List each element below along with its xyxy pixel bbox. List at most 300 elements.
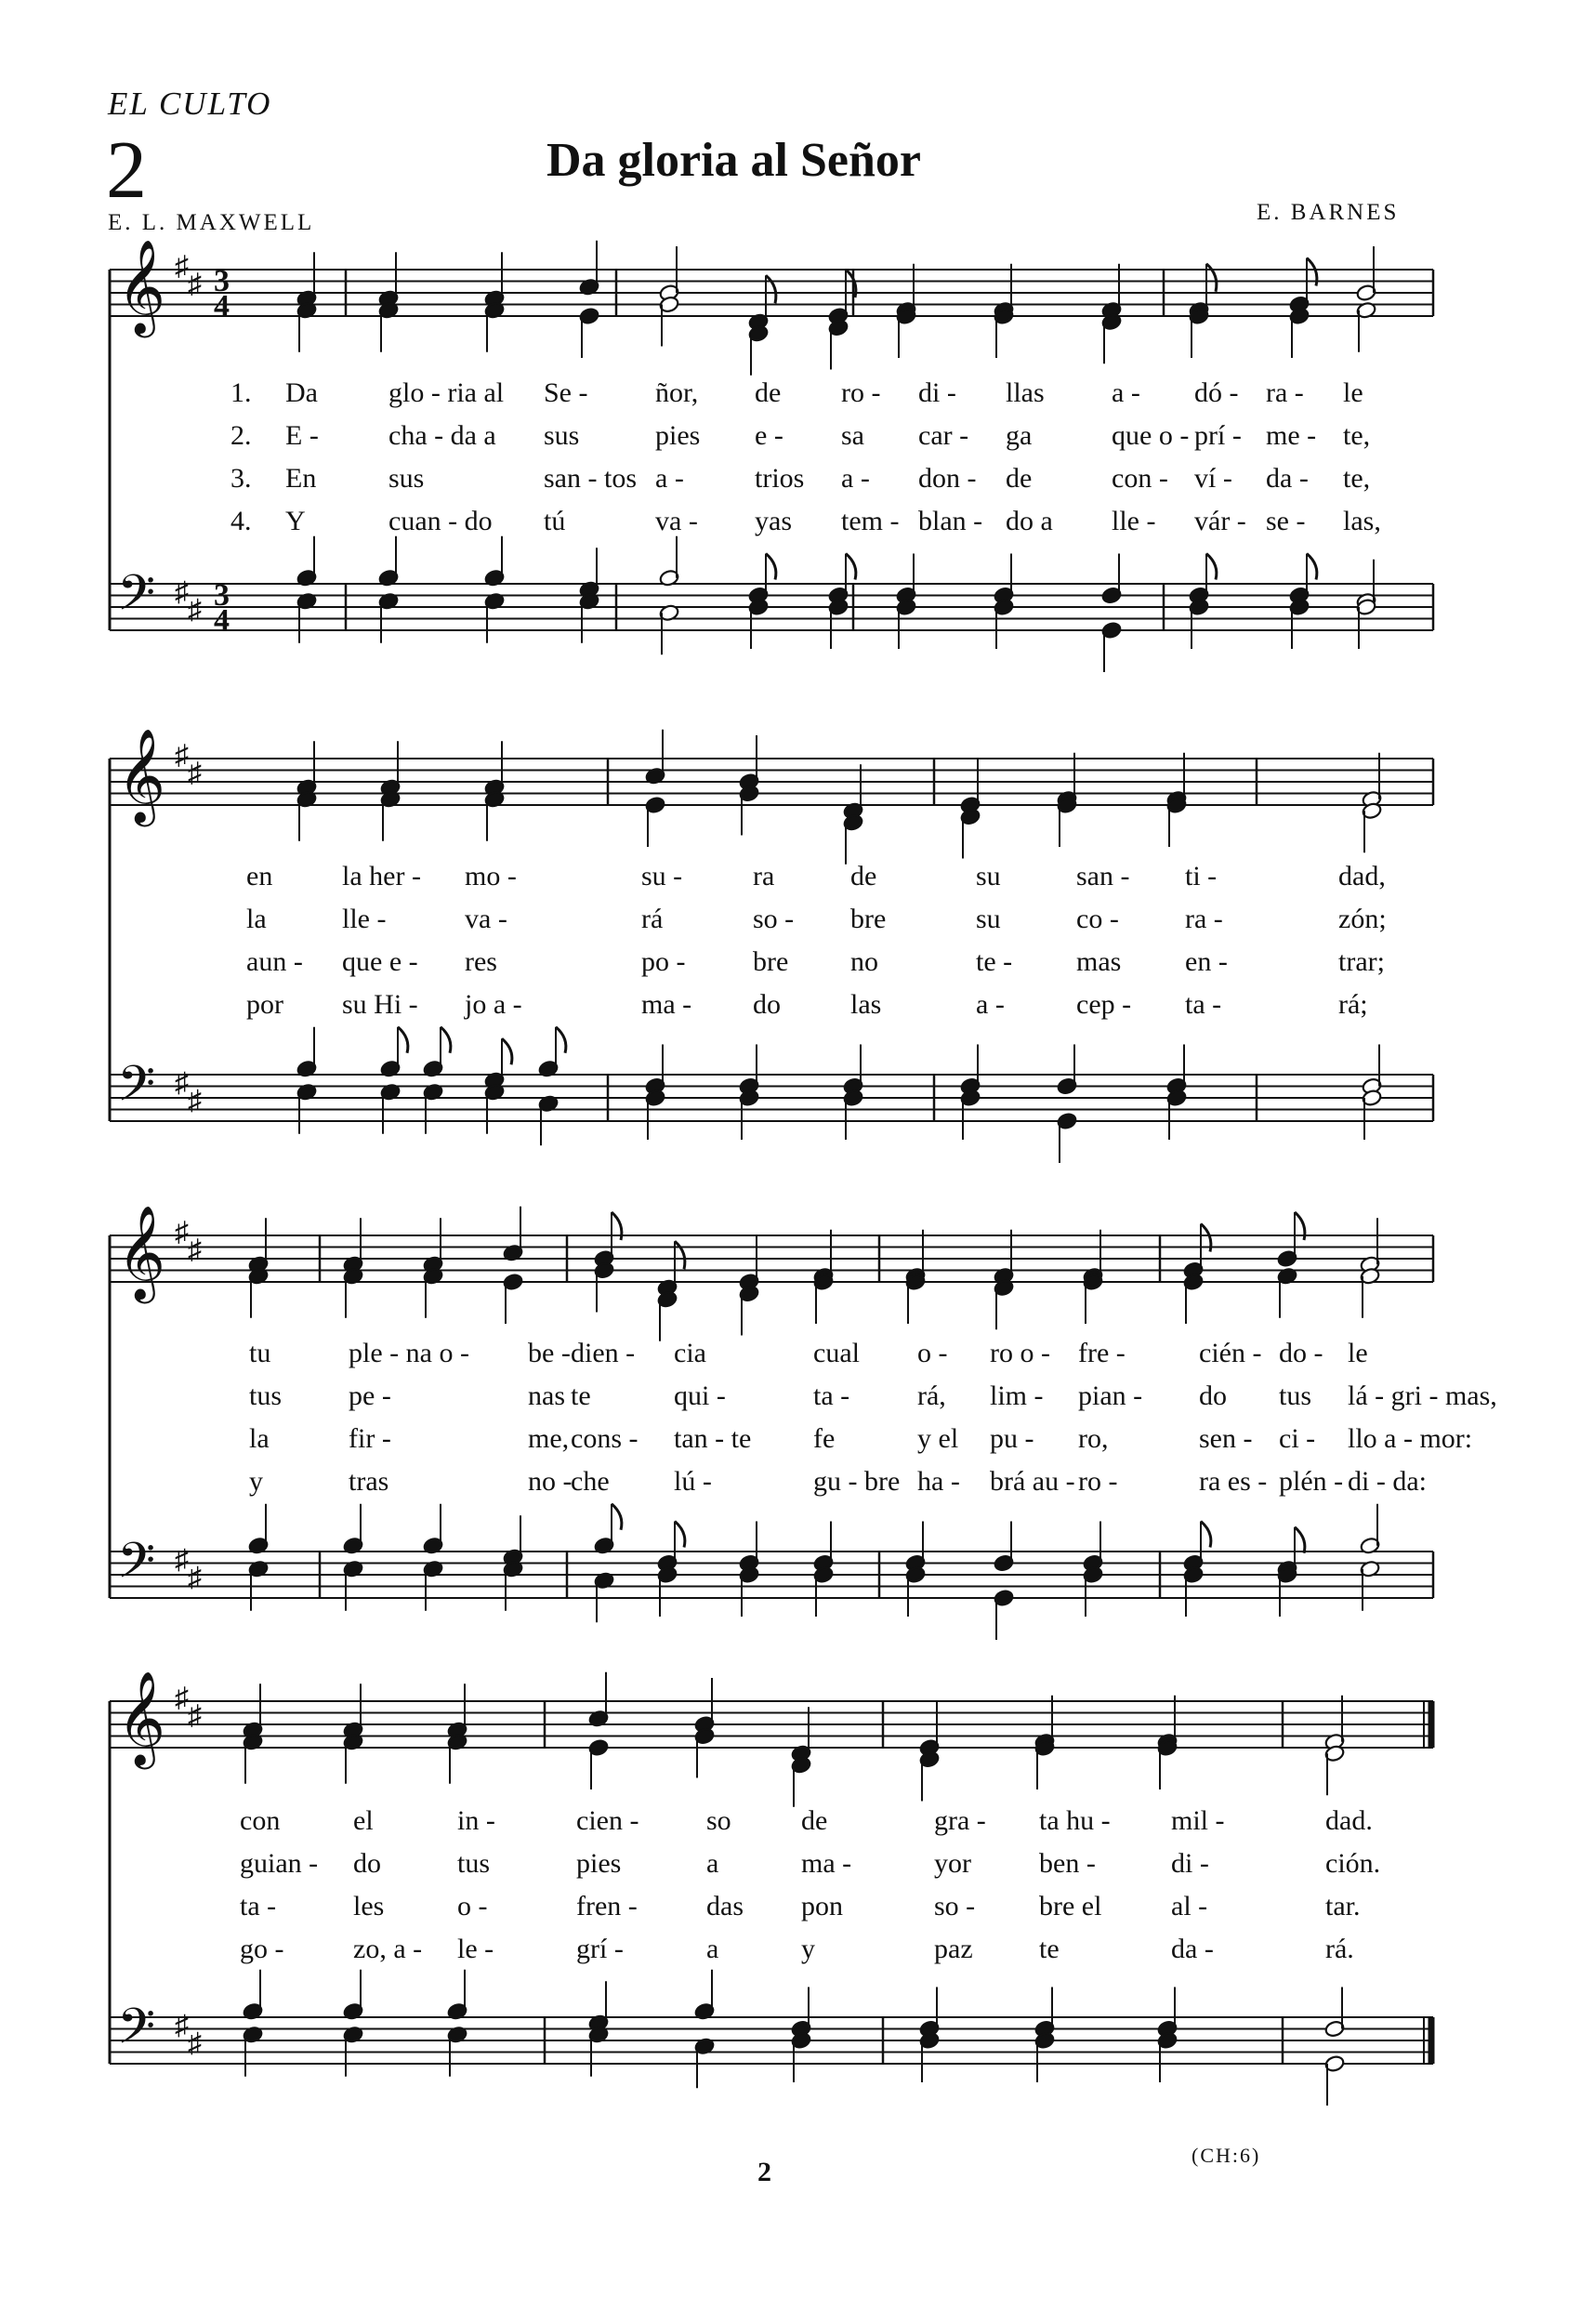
lyric-syllable: ra - [1185, 904, 1223, 934]
lyric-line-verse-2 [240, 1848, 1380, 1879]
note-flag [1307, 554, 1317, 580]
bass-chord [588, 1981, 610, 2077]
lyric-syllable: dó - [1194, 377, 1239, 408]
lyric-syllable: mo - [465, 861, 517, 891]
lyric-syllable: cons - [571, 1423, 639, 1454]
treble-chord [588, 1672, 610, 1789]
bass-chord [919, 1987, 941, 2083]
treble-chord [813, 1230, 835, 1324]
lyric-syllable: y [801, 1934, 815, 1964]
lyric-syllable: zón; [1338, 904, 1387, 934]
lyric-syllable: pon [801, 1891, 843, 1921]
bass-chord [1189, 554, 1217, 650]
treble-chord [1183, 1224, 1211, 1325]
bass-chord [791, 1987, 812, 2083]
lyric-syllable: in - [457, 1805, 495, 1836]
treble-chord [378, 252, 400, 352]
lyric-syllable: rá, [917, 1380, 946, 1411]
bass-chord [1360, 1504, 1381, 1611]
lyric-syllable: do [753, 989, 781, 1020]
sharp-icon: ♯ [175, 576, 189, 608]
lyric-syllable: Se - [544, 377, 588, 408]
bass-chord [1289, 554, 1317, 650]
lyric-syllable: san - tos [544, 463, 637, 494]
treble-staff [110, 1701, 1433, 1748]
lyric-syllable: pies [576, 1848, 622, 1879]
lyric-syllable: ha - [917, 1466, 960, 1497]
lyric-syllable: trar; [1338, 946, 1385, 977]
lyric-line-verse-4 [230, 506, 1381, 536]
lyric-syllable: ro - [841, 377, 881, 408]
lyric-syllable: po - [641, 946, 686, 977]
lyric-syllable: te [1039, 1934, 1060, 1964]
treble-chord [1289, 258, 1317, 359]
verse-number: 2. [230, 420, 252, 451]
treble-chord [1166, 753, 1188, 847]
lyric-syllable: Da [285, 377, 318, 408]
lyric-syllable: te - [976, 946, 1013, 977]
sharp-icon: ♯ [175, 1544, 189, 1576]
lyric-syllable: don - [918, 463, 977, 494]
system-2 [110, 730, 1433, 1163]
lyric-line-verse-3 [240, 1891, 1361, 1921]
treble-chord [919, 1701, 941, 1802]
lyric-syllable: guian - [240, 1848, 319, 1879]
lyric-syllable: te, [1343, 420, 1371, 451]
bass-chord [739, 1522, 760, 1618]
lyric-syllable: bre el [1039, 1891, 1102, 1921]
lyric-syllable: E - [285, 420, 319, 451]
lyric-syllable: al - [1171, 1891, 1208, 1921]
lyric-syllable: su [976, 861, 1001, 891]
treble-chord [343, 1218, 364, 1318]
treble-chord [1189, 264, 1217, 358]
lyric-syllable: cién - [1199, 1338, 1262, 1368]
bass-clef-icon: 𝄢 [117, 1057, 156, 1123]
treble-chord [657, 1241, 685, 1341]
bass-chord [1083, 1522, 1104, 1618]
lyric-syllable: ple - na o - [349, 1338, 469, 1368]
bass-chord [828, 554, 856, 650]
treble-chord [1034, 1696, 1056, 1789]
lyric-syllable: rá. [1325, 1934, 1354, 1964]
treble-chord [248, 1218, 270, 1318]
note-flag [612, 1504, 622, 1530]
lyric-syllable: la her - [342, 861, 421, 891]
lyric-syllable: no [850, 946, 878, 977]
bass-chord [423, 1027, 451, 1134]
lyric-syllable: su - [641, 861, 683, 891]
note-flag [675, 1522, 685, 1548]
lyric-line-verse-1 [249, 1338, 1368, 1368]
verse-number: 4. [230, 506, 252, 536]
bass-chord [343, 1970, 364, 2077]
lyric-syllable: san - [1076, 861, 1130, 891]
treble-chord [343, 1684, 364, 1784]
lyric-syllable: be - [528, 1338, 571, 1368]
lyric-syllable: con - [1112, 463, 1168, 494]
lyric-syllable: di - [918, 377, 956, 408]
lyric-syllable: y el [917, 1423, 959, 1454]
note-flag [1206, 554, 1217, 580]
treble-chord [1157, 1696, 1178, 1789]
composer-credit: E. BARNES [1257, 200, 1400, 225]
lyric-syllable: tus [457, 1848, 491, 1879]
bass-chord [657, 1522, 685, 1618]
lyric-syllable: go - [240, 1934, 284, 1964]
lyric-syllable: sen - [1199, 1423, 1253, 1454]
lyric-syllable: da - [1171, 1934, 1214, 1964]
verse-number: 3. [230, 463, 252, 494]
lyric-syllable: lle - [1112, 506, 1156, 536]
treble-chord [960, 759, 981, 859]
sharp-icon: ♯ [175, 1067, 189, 1099]
note-flag [502, 1038, 512, 1064]
system-3 [110, 1207, 1497, 1640]
sharp-icon: ♯ [175, 2010, 189, 2041]
lyric-syllable: pies [655, 420, 701, 451]
bass-chord [843, 1045, 864, 1141]
bass-clef-icon: 𝄢 [117, 566, 156, 632]
lyric-syllable: do a [1006, 506, 1053, 536]
treble-chord [905, 1230, 927, 1324]
lyric-syllable: rá [641, 904, 664, 934]
bass-chord [905, 1522, 927, 1618]
bass-chord [447, 1970, 468, 2077]
lyric-syllable: blan - [918, 506, 983, 536]
lyric-syllable: tan - te [674, 1423, 752, 1454]
lyric-syllable: sus [544, 420, 580, 451]
lyric-syllable: ra es - [1199, 1466, 1268, 1497]
lyric-syllable: a [706, 1934, 719, 1964]
lyric-syllable: tar. [1325, 1891, 1361, 1921]
sharp-icon: ♯ [175, 740, 189, 771]
sharp-icon: ♯ [175, 1217, 189, 1248]
lyric-line-verse-4 [249, 1466, 1427, 1497]
note-flag [1201, 1522, 1211, 1548]
lyric-line-verse-3 [246, 946, 1385, 977]
lyric-syllable: de [1006, 463, 1033, 494]
lyric-syllable: ción. [1325, 1848, 1381, 1879]
time-signature-bottom: 4 [214, 603, 230, 638]
treble-chord [791, 1707, 812, 1807]
lyric-syllable: da - [1266, 463, 1309, 494]
treble-chord [739, 1235, 760, 1336]
lyric-syllable: no - [528, 1466, 573, 1497]
treble-chord [1277, 1212, 1305, 1318]
lyric-syllable: fe [813, 1423, 836, 1454]
bass-chord [813, 1522, 835, 1618]
lyric-syllable: ta - [813, 1380, 850, 1411]
lyric-syllable: ci - [1279, 1423, 1316, 1454]
bass-clef-icon: 𝄢 [117, 2000, 156, 2066]
lyric-syllable: cep - [1076, 989, 1132, 1020]
hymn-title: Da gloria al Señor [546, 134, 921, 187]
treble-chord [739, 735, 760, 836]
lyric-syllable: en [246, 861, 273, 891]
lyric-syllable: ñor, [655, 377, 699, 408]
treble-staff [110, 1235, 1433, 1282]
bass-chord [423, 1504, 444, 1611]
lyric-syllable: la [246, 904, 267, 934]
bass-chord [380, 1027, 408, 1134]
lyric-syllable: ro, [1078, 1423, 1109, 1454]
bass-chord [645, 1045, 666, 1141]
treble-chord [1083, 1230, 1104, 1324]
lyric-syllable: va - [655, 506, 698, 536]
bass-chord [739, 1045, 760, 1141]
lyric-syllable: sus [388, 463, 425, 494]
hymn-number: 2 [106, 125, 147, 216]
lyric-syllable: tú [544, 506, 566, 536]
lyric-syllable: me - [1266, 420, 1317, 451]
lyric-syllable: el [353, 1805, 374, 1836]
lyric-syllable: cual [813, 1338, 860, 1368]
lyric-syllable: di - da: [1348, 1466, 1427, 1497]
note-flag [766, 275, 776, 303]
lyric-syllable: de [850, 861, 877, 891]
treble-chord [1057, 753, 1078, 847]
lyric-syllable: di - [1171, 1848, 1209, 1879]
bass-chord [484, 536, 506, 643]
lyric-syllable: a - [976, 989, 1005, 1020]
treble-chord [296, 252, 318, 352]
sharp-icon: ♯ [188, 1085, 202, 1116]
lyric-syllable: nas [528, 1380, 565, 1411]
lyric-syllable: Y [285, 506, 306, 536]
time-signature-bottom: 4 [214, 289, 230, 324]
bass-chord [579, 548, 600, 643]
lyric-syllable: mil - [1171, 1805, 1225, 1836]
lyric-syllable: plén - [1279, 1466, 1344, 1497]
lyric-line-verse-4 [240, 1934, 1354, 1964]
lyric-syllable: do [353, 1848, 381, 1879]
treble-chord [1356, 246, 1377, 352]
treble-clef-icon: 𝄞 [117, 1208, 166, 1299]
lyric-syllable: sa [841, 420, 864, 451]
lyric-syllable: tu [249, 1338, 271, 1368]
lyric-syllable: cien - [576, 1805, 639, 1836]
lyric-syllable: las, [1343, 506, 1381, 536]
lyric-syllable: que o - [1112, 420, 1190, 451]
lyric-syllable: su Hi - [342, 989, 418, 1020]
lyric-syllable: a - [841, 463, 870, 494]
lyric-syllable: su [976, 904, 1001, 934]
lyric-syllable: que e - [342, 946, 418, 977]
lyric-syllable: yor [934, 1848, 971, 1879]
treble-chord [1360, 1218, 1381, 1318]
lyric-syllable: fren - [576, 1891, 638, 1921]
lyric-line-verse-1 [240, 1805, 1373, 1836]
lyric-syllable: me, [528, 1423, 570, 1454]
lyric-syllable: tem - [841, 506, 900, 536]
lyric-syllable: ro o - [990, 1338, 1050, 1368]
lyric-syllable: lim - [990, 1380, 1044, 1411]
lyric-syllable: pian - [1078, 1380, 1143, 1411]
bass-chord [896, 554, 917, 650]
treble-chord [645, 730, 666, 847]
lyric-syllable: lú - [674, 1466, 712, 1497]
lyric-syllable: cuan - do [388, 506, 493, 536]
treble-chord [484, 252, 506, 352]
sharp-icon: ♯ [188, 1234, 202, 1265]
lyric-syllable: a - [655, 463, 684, 494]
treble-chord [1101, 264, 1123, 364]
lyric-syllable: che [571, 1466, 610, 1497]
sharp-icon: ♯ [175, 1683, 189, 1713]
lyric-syllable: ga [1006, 420, 1033, 451]
bass-chord [1034, 1987, 1056, 2083]
bass-chord [748, 554, 776, 650]
bass-chord [1157, 1987, 1178, 2083]
lyric-syllable: ma - [641, 989, 692, 1020]
lyric-syllable: car - [918, 420, 969, 451]
treble-chord [694, 1678, 716, 1778]
lyric-syllable: res [465, 946, 497, 977]
bass-chord [1356, 560, 1377, 649]
treble-chord [994, 1230, 1015, 1330]
lyric-syllable: tus [1279, 1380, 1312, 1411]
verse-number: 1. [230, 377, 252, 408]
lyric-syllable: y [249, 1466, 263, 1497]
lyric-syllable: o - [917, 1338, 948, 1368]
sharp-icon: ♯ [188, 757, 202, 788]
lyric-syllable: tus [249, 1380, 283, 1411]
lyric-syllable: prí - [1194, 420, 1242, 451]
lyric-syllable: mas [1076, 946, 1122, 977]
lyric-syllable: En [285, 463, 317, 494]
lyric-syllable: ra - [1266, 377, 1304, 408]
treble-chord [896, 264, 917, 358]
bass-clef-icon: 𝄢 [117, 1534, 156, 1600]
lyric-syllable: con [240, 1805, 281, 1836]
lyric-syllable: le - [457, 1934, 494, 1964]
lyric-syllable: so [706, 1805, 731, 1836]
lyric-syllable: zo, a - [353, 1934, 423, 1964]
lyric-syllable: cha - da a [388, 420, 496, 451]
bass-chord [503, 1515, 524, 1611]
treble-chord [748, 275, 776, 376]
lyricist-credit: E. L. MAXWELL [108, 210, 315, 235]
lyric-syllable: e - [755, 420, 783, 451]
treble-chord [659, 246, 680, 347]
treble-chord [579, 241, 600, 358]
lyric-syllable: so - [753, 904, 795, 934]
sharp-icon: ♯ [188, 1562, 202, 1593]
sharp-icon: ♯ [188, 2027, 202, 2059]
lyric-syllable: bre [753, 946, 789, 977]
lyric-syllable: ví - [1194, 463, 1232, 494]
lyric-syllable: lá - gri - mas, [1348, 1380, 1497, 1411]
bass-chord [343, 1504, 364, 1611]
note-flag [846, 554, 856, 580]
bass-chord [1362, 1045, 1383, 1141]
lyric-syllable: paz [934, 1934, 973, 1964]
lyric-syllable: bre [850, 904, 887, 934]
lyric-syllable: ta - [1185, 989, 1222, 1020]
lyric-syllable: en - [1185, 946, 1228, 977]
sharp-icon: ♯ [188, 268, 202, 299]
lyric-syllable: ben - [1039, 1848, 1096, 1879]
bass-chord [1101, 554, 1123, 673]
bass-chord [1057, 1045, 1078, 1164]
lyric-line-verse-4 [246, 989, 1368, 1020]
lyric-line-verse-3 [230, 463, 1370, 494]
lyric-syllable: fir - [349, 1423, 391, 1454]
bass-chord [243, 1970, 264, 2077]
sharp-icon: ♯ [175, 251, 189, 282]
lyric-line-verse-2 [246, 904, 1387, 934]
note-flag [675, 1241, 685, 1269]
lyric-syllable: cia [674, 1338, 706, 1368]
note-flag [766, 554, 776, 580]
page-number: 2 [757, 2157, 771, 2187]
lyric-syllable: pu - [990, 1423, 1034, 1454]
lyric-syllable: va - [465, 904, 507, 934]
lyric-syllable: le [1348, 1338, 1368, 1368]
lyric-line-verse-3 [249, 1423, 1472, 1454]
lyric-syllable: yas [755, 506, 792, 536]
lyric-syllable: se - [1266, 506, 1306, 536]
lyric-syllable: gu - bre [813, 1466, 901, 1497]
lyric-syllable: ro - [1078, 1466, 1118, 1497]
lyric-line-verse-1 [246, 861, 1386, 891]
bass-chord [296, 536, 318, 643]
lyric-syllable: te [571, 1380, 591, 1411]
bass-chord [1183, 1522, 1211, 1618]
bass-staff [110, 2017, 1433, 2064]
lyric-syllable: lle - [342, 904, 387, 934]
lyric-syllable: grí - [576, 1934, 624, 1964]
bass-chord [296, 1027, 318, 1134]
treble-chord [447, 1684, 468, 1784]
lyric-syllable: dad, [1338, 861, 1386, 891]
lyric-line-verse-2 [230, 420, 1370, 451]
source-reference: (CH:6) [1192, 2144, 1261, 2167]
note-flag [1295, 1527, 1305, 1553]
lyric-syllable: llo a - mor: [1348, 1423, 1473, 1454]
note-flag [398, 1027, 408, 1053]
treble-chord [296, 741, 318, 841]
treble-chord [503, 1207, 524, 1324]
bass-chord [378, 536, 400, 643]
lyric-syllable: do [1199, 1380, 1227, 1411]
note-flag [441, 1027, 451, 1053]
lyric-syllable: dien - [571, 1338, 636, 1368]
lyric-syllable: tras [349, 1466, 389, 1497]
lyric-syllable: le [1343, 377, 1363, 408]
treble-chord [380, 741, 402, 841]
lyric-syllable: las [850, 989, 882, 1020]
treble-chord [484, 741, 506, 841]
lyric-syllable: glo - ria al [388, 377, 505, 408]
bass-chord [994, 554, 1015, 650]
system-4 [110, 1672, 1433, 2106]
bass-chord [994, 1522, 1015, 1641]
lyric-syllable: ti - [1185, 861, 1218, 891]
lyric-syllable: o - [457, 1891, 488, 1921]
bass-chord [1277, 1527, 1305, 1617]
bass-chord [248, 1504, 270, 1611]
lyric-syllable: ta hu - [1039, 1805, 1111, 1836]
lyric-syllable: ra [753, 861, 775, 891]
system-1 [110, 241, 1433, 672]
lyric-syllable: fre - [1078, 1338, 1126, 1368]
lyric-syllable: ta - [240, 1891, 277, 1921]
treble-chord [594, 1212, 622, 1313]
treble-chord [1362, 753, 1383, 853]
treble-clef-icon: 𝄞 [117, 243, 166, 333]
